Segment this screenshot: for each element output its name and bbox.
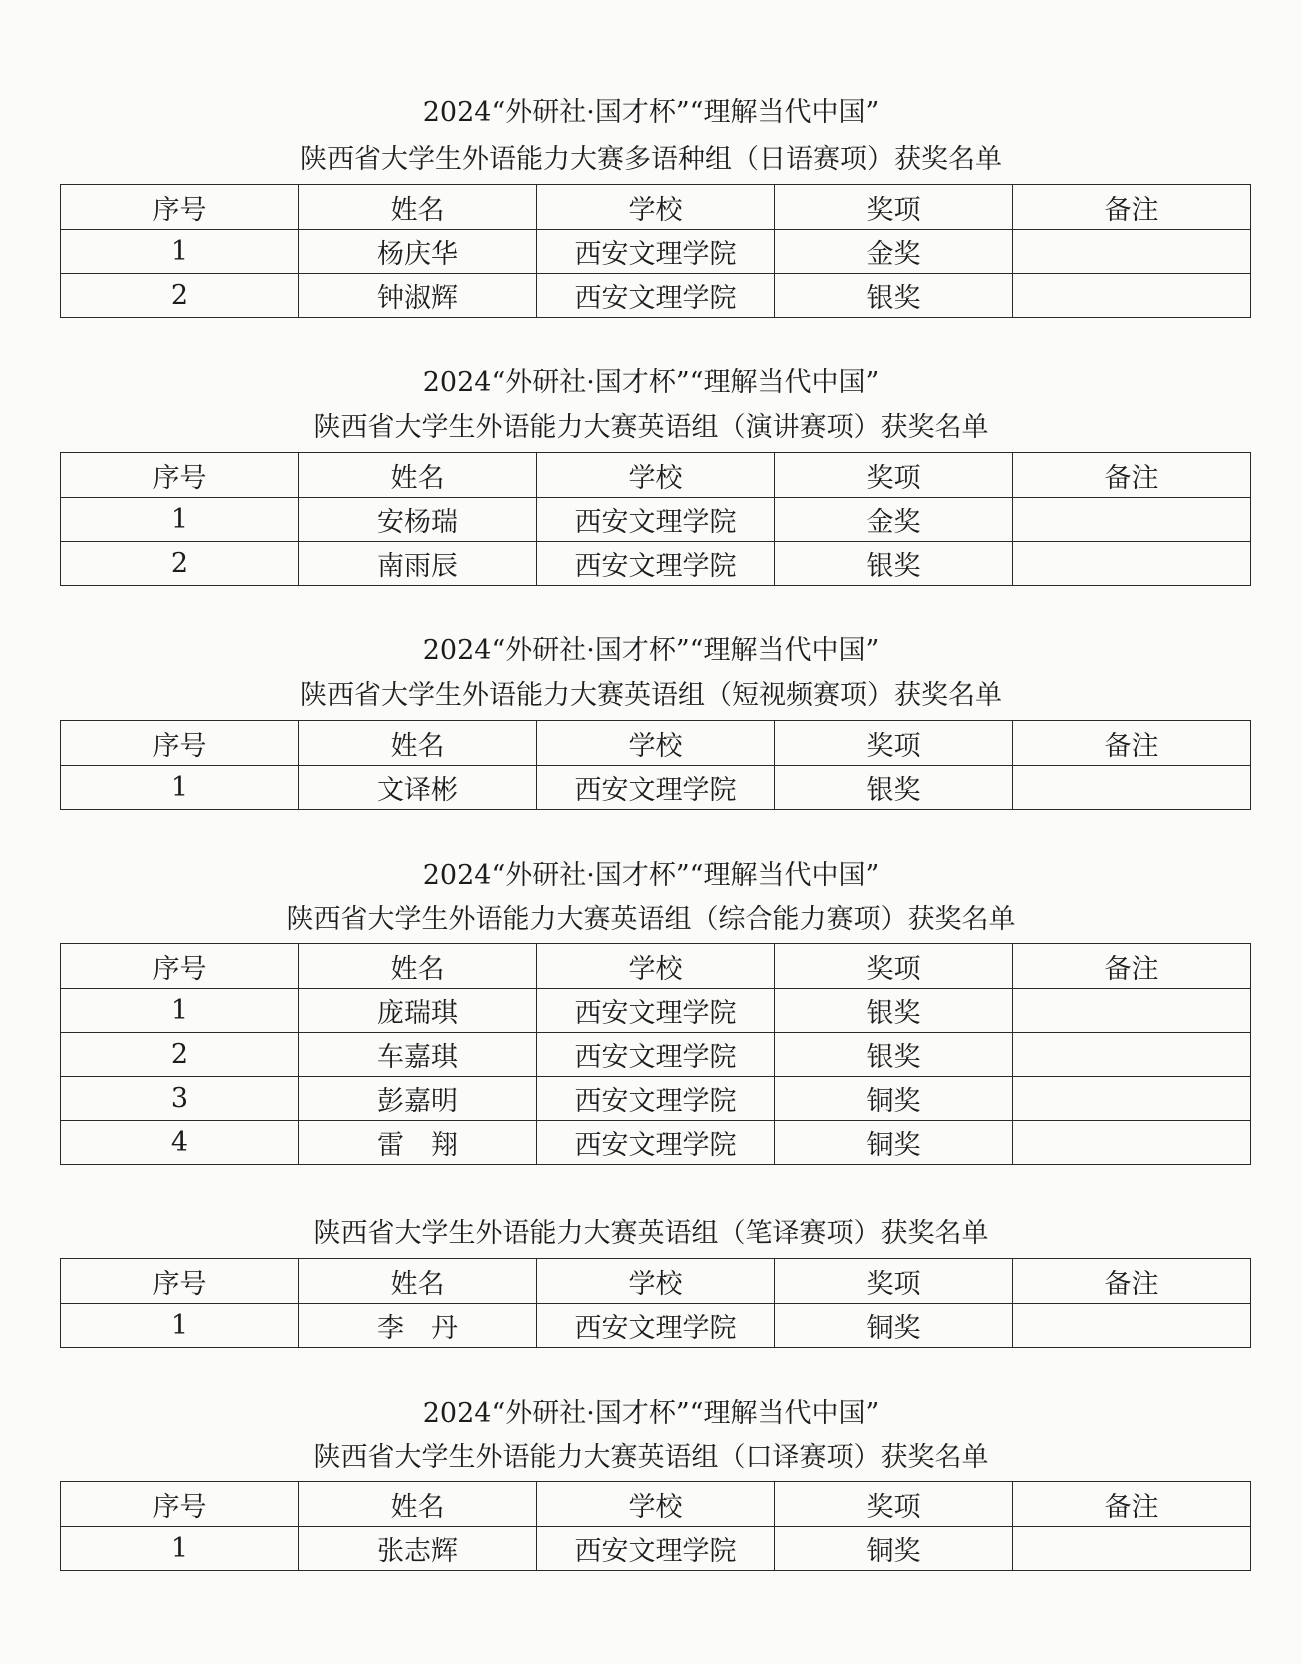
cell-remarks — [1013, 542, 1251, 586]
cell-name: 雷 翔 — [299, 1121, 537, 1165]
cell-award: 银奖 — [775, 1033, 1013, 1077]
cell-name: 车嘉琪 — [299, 1033, 537, 1077]
section-2-title-line-1: 2024“外研社·国才杯”“理解当代中国” — [422, 367, 880, 398]
cell-school: 西安文理学院 — [537, 1121, 775, 1165]
header-school: 学校 — [537, 721, 775, 766]
cell-name: 南雨辰 — [299, 542, 537, 586]
cell-school: 西安文理学院 — [537, 1304, 775, 1348]
cell-school: 西安文理学院 — [537, 542, 775, 586]
header-school: 学校 — [537, 944, 775, 989]
cell-index: 4 — [61, 1121, 299, 1165]
header-award: 奖项 — [775, 944, 1013, 989]
cell-remarks — [1013, 498, 1251, 542]
section-4-title-line-2: 陕西省大学生外语能力大赛英语组（综合能力赛项）获奖名单 — [286, 904, 1016, 935]
cell-remarks — [1013, 1033, 1251, 1077]
header-school: 学校 — [537, 1259, 775, 1304]
section-6-award-table — [60, 1481, 1251, 1571]
table-header-row — [61, 1259, 1251, 1304]
cell-index: 2 — [61, 1033, 299, 1077]
header-remarks: 备注 — [1013, 453, 1251, 498]
table-row — [61, 1121, 1251, 1165]
table-header-row — [61, 721, 1251, 766]
cell-name: 文译彬 — [299, 766, 537, 810]
cell-school: 西安文理学院 — [537, 498, 775, 542]
cell-school: 西安文理学院 — [537, 1077, 775, 1121]
cell-school: 西安文理学院 — [537, 274, 775, 318]
section-2-title-line-2: 陕西省大学生外语能力大赛英语组（演讲赛项）获奖名单 — [313, 412, 989, 443]
cell-award: 铜奖 — [775, 1304, 1013, 1348]
table-row — [61, 1304, 1251, 1348]
section-2-award-table — [60, 452, 1251, 586]
table-row — [61, 989, 1251, 1033]
cell-name: 钟淑辉 — [299, 274, 537, 318]
cell-name: 杨庆华 — [299, 230, 537, 274]
cell-index: 1 — [61, 989, 299, 1033]
cell-school: 西安文理学院 — [537, 230, 775, 274]
header-name: 姓名 — [299, 721, 537, 766]
cell-award: 金奖 — [775, 230, 1013, 274]
table-row — [61, 1527, 1251, 1571]
table-row — [61, 1077, 1251, 1121]
cell-award: 银奖 — [775, 274, 1013, 318]
header-remarks: 备注 — [1013, 185, 1251, 230]
header-index: 序号 — [61, 944, 299, 989]
cell-award: 银奖 — [775, 766, 1013, 810]
header-index: 序号 — [61, 721, 299, 766]
cell-remarks — [1013, 1121, 1251, 1165]
cell-remarks — [1013, 1527, 1251, 1571]
cell-name: 张志辉 — [299, 1527, 537, 1571]
header-remarks: 备注 — [1013, 1482, 1251, 1527]
cell-name: 彭嘉明 — [299, 1077, 537, 1121]
section-1-award-table — [60, 184, 1251, 318]
header-name: 姓名 — [299, 1259, 537, 1304]
header-remarks: 备注 — [1013, 944, 1251, 989]
table-row — [61, 274, 1251, 318]
cell-award: 铜奖 — [775, 1121, 1013, 1165]
cell-index: 2 — [61, 542, 299, 586]
cell-name: 李 丹 — [299, 1304, 537, 1348]
header-award: 奖项 — [775, 721, 1013, 766]
table-header-row — [61, 1482, 1251, 1527]
header-name: 姓名 — [299, 453, 537, 498]
cell-award: 铜奖 — [775, 1077, 1013, 1121]
header-award: 奖项 — [775, 1482, 1013, 1527]
cell-remarks — [1013, 274, 1251, 318]
header-name: 姓名 — [299, 185, 537, 230]
section-3-award-table — [60, 720, 1251, 810]
cell-award: 银奖 — [775, 989, 1013, 1033]
cell-index: 1 — [61, 1304, 299, 1348]
section-3-title-line-1: 2024“外研社·国才杯”“理解当代中国” — [422, 635, 880, 666]
cell-name: 安杨瑞 — [299, 498, 537, 542]
cell-remarks — [1013, 230, 1251, 274]
table-row — [61, 230, 1251, 274]
section-6-title-line-2: 陕西省大学生外语能力大赛英语组（口译赛项）获奖名单 — [313, 1442, 989, 1473]
cell-remarks — [1013, 1077, 1251, 1121]
cell-award: 银奖 — [775, 542, 1013, 586]
section-3-title-line-2: 陕西省大学生外语能力大赛英语组（短视频赛项）获奖名单 — [300, 680, 1002, 711]
section-5-award-table — [60, 1258, 1251, 1348]
header-school: 学校 — [537, 453, 775, 498]
header-school: 学校 — [537, 185, 775, 230]
table-header-row — [61, 944, 1251, 989]
cell-school: 西安文理学院 — [537, 989, 775, 1033]
section-1-title-line-2: 陕西省大学生外语能力大赛多语种组（日语赛项）获奖名单 — [300, 144, 1002, 175]
header-index: 序号 — [61, 1482, 299, 1527]
cell-school: 西安文理学院 — [537, 766, 775, 810]
section-6-title-line-1: 2024“外研社·国才杯”“理解当代中国” — [422, 1398, 880, 1429]
section-1-title-line-1: 2024“外研社·国才杯”“理解当代中国” — [422, 97, 880, 128]
header-name: 姓名 — [299, 1482, 537, 1527]
header-index: 序号 — [61, 453, 299, 498]
cell-school: 西安文理学院 — [537, 1527, 775, 1571]
cell-index: 3 — [61, 1077, 299, 1121]
table-header-row — [61, 453, 1251, 498]
table-header-row — [61, 185, 1251, 230]
cell-remarks — [1013, 766, 1251, 810]
cell-index: 1 — [61, 1527, 299, 1571]
header-name: 姓名 — [299, 944, 537, 989]
section-4-title-line-1: 2024“外研社·国才杯”“理解当代中国” — [422, 860, 880, 891]
header-remarks: 备注 — [1013, 1259, 1251, 1304]
table-row — [61, 498, 1251, 542]
cell-remarks — [1013, 1304, 1251, 1348]
cell-index: 1 — [61, 498, 299, 542]
section-4-award-table — [60, 943, 1251, 1165]
cell-name: 庞瑞琪 — [299, 989, 537, 1033]
cell-remarks — [1013, 989, 1251, 1033]
cell-index: 1 — [61, 766, 299, 810]
header-award: 奖项 — [775, 453, 1013, 498]
header-school: 学校 — [537, 1482, 775, 1527]
header-index: 序号 — [61, 185, 299, 230]
cell-award: 铜奖 — [775, 1527, 1013, 1571]
header-remarks: 备注 — [1013, 721, 1251, 766]
table-row — [61, 766, 1251, 810]
header-award: 奖项 — [775, 1259, 1013, 1304]
table-row — [61, 542, 1251, 586]
section-5-title-line: 陕西省大学生外语能力大赛英语组（笔译赛项）获奖名单 — [313, 1218, 989, 1249]
header-award: 奖项 — [775, 185, 1013, 230]
cell-index: 2 — [61, 274, 299, 318]
cell-award: 金奖 — [775, 498, 1013, 542]
table-row — [61, 1033, 1251, 1077]
cell-school: 西安文理学院 — [537, 1033, 775, 1077]
cell-index: 1 — [61, 230, 299, 274]
header-index: 序号 — [61, 1259, 299, 1304]
